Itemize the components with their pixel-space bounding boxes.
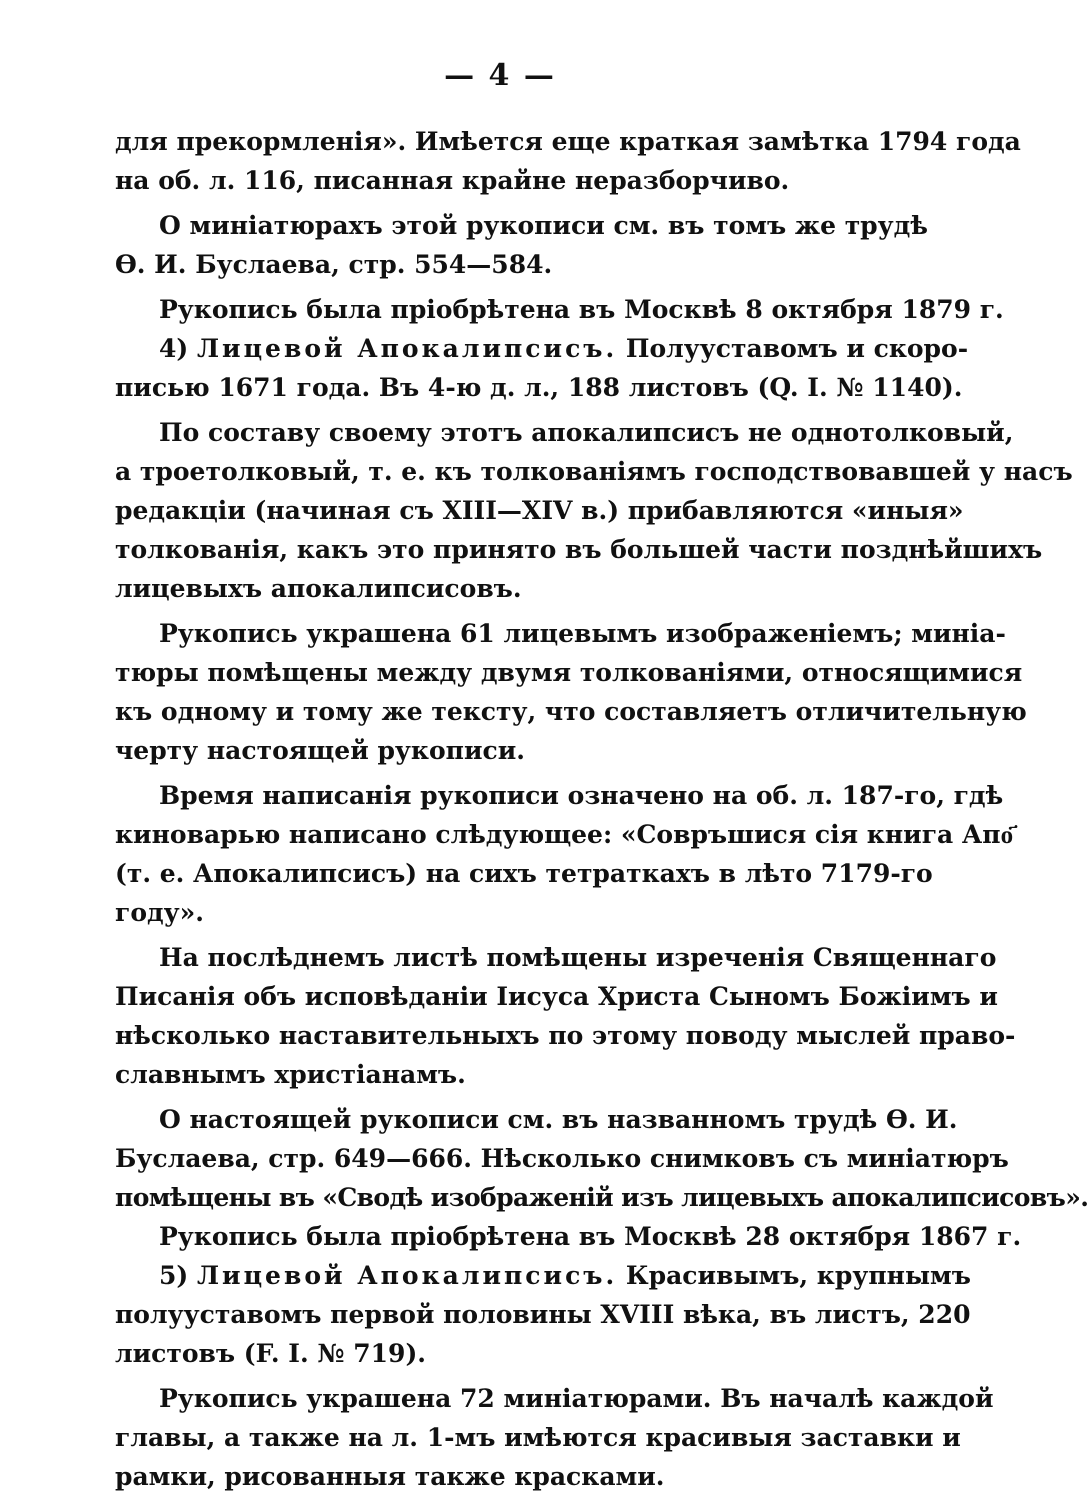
paragraph [115,122,1021,200]
text-line: полууставомъ первой половины XVIII вѣка, въ листъ, 220 [115,1300,971,1329]
text-line: а троетолковый, т. е. къ толкованіямъ господствовавшей у насъ [115,457,1073,486]
text-line: Буслаева, стр. 649—666. Нѣсколько снимковъ съ миніатюръ [115,1144,1009,1173]
text-line: главы, а также на л. 1-мъ имѣются красивыя заставки и [115,1423,961,1452]
text-line: Писанія объ исповѣданіи Іисуса Христа Сыномъ Божіимъ и [115,982,998,1011]
text-line: киноварью написано слѣдующее: «Совръшися сія книга Апо҃ [115,820,1014,849]
text-line: на об. л. 116, писанная крайне неразборчиво. [115,166,790,195]
text-line: Время написанія рукописи означено на об. л. 187-го, гдѣ [159,781,1004,810]
paragraph [115,413,1073,608]
text-line: году». [115,898,204,927]
text-line: для прекормленія». Имѣется еще краткая замѣтка 1794 года [115,127,1021,156]
text-line: Рукопись украшена 61 лицевымъ изображеніемъ; миніа- [159,619,1006,648]
body-text [115,122,1088,1496]
text-line: рамки, рисованныя также красками. [115,1462,665,1491]
paragraph [115,1100,1088,1217]
manuscript-entry-4 [115,329,969,407]
paragraph [115,614,1027,770]
text-line: Ѳ. И. Буслаева, стр. 554—584. [115,250,553,279]
entry-number: 5) [159,1261,197,1290]
text-line: къ одному и тому же тексту, что составляетъ отличительную [115,697,1027,726]
text-line: редакціи (начиная съ XIII—XIV в.) прибавляются «иныя» [115,496,964,525]
entry-heading-line [115,1256,971,1295]
entry-number: 4) [159,334,197,363]
text-line: нѣсколько наставительныхъ по этому поводу мыслей право- [115,1021,1016,1050]
paragraph [115,206,928,284]
text-line: помѣщены въ «Сводѣ изображеній изъ лицевыхъ апокалипсисовъ». [115,1183,1088,1212]
entry-description: Красивымъ, крупнымъ [617,1261,971,1290]
text-line: листовъ (F. I. № 719). [115,1339,426,1368]
paragraph [115,1217,1022,1256]
text-line: По составу своему этотъ апокалипсисъ не однотолковый, [159,418,1014,447]
page-number: — 4 — [444,58,556,93]
manuscript-entry-5 [115,1256,971,1373]
text-line: (т. е. Апокалипсисъ) на сихъ тетраткахъ в лѣто 7179-го [115,859,933,888]
text-line: На послѣднемъ листѣ помѣщены изреченія Священнаго [159,943,997,972]
paragraph [115,776,1014,932]
paragraph [115,290,1004,329]
text-line: Рукопись украшена 72 миніатюрами. Въ началѣ каждой [159,1384,994,1413]
text-line: писью 1671 года. Въ 4-ю д. л., 188 листовъ (Q. I. № 1140). [115,373,963,402]
text-line: О настоящей рукописи см. въ названномъ трудѣ Ѳ. И. [159,1105,958,1134]
paragraph [115,938,1016,1094]
text-line: тюры помѣщены между двумя толкованіями, относящимися [115,658,1023,687]
paragraph [115,1379,994,1496]
text-line: лицевыхъ апокалипсисовъ. [115,574,522,603]
entry-heading-line [115,329,969,368]
text-line: черту настоящей рукописи. [115,736,525,765]
entry-title: Лицевой Апокалипсисъ. [196,1261,618,1290]
text-line: Рукопись была пріобрѣтена въ Москвѣ 8 октября 1879 г. [159,295,1004,324]
text-line: Рукопись была пріобрѣтена въ Москвѣ 28 октября 1867 г. [159,1222,1022,1251]
text-line: О миніатюрахъ этой рукописи см. въ томъ же трудѣ [159,211,928,240]
text-line: славнымъ христіанамъ. [115,1060,466,1089]
text-line: толкованія, какъ это принято въ большей части позднѣйшихъ [115,535,1043,564]
entry-title: Лицевой Апокалипсисъ. [196,334,618,363]
entry-description: Полууставомъ и скоро- [617,334,969,363]
